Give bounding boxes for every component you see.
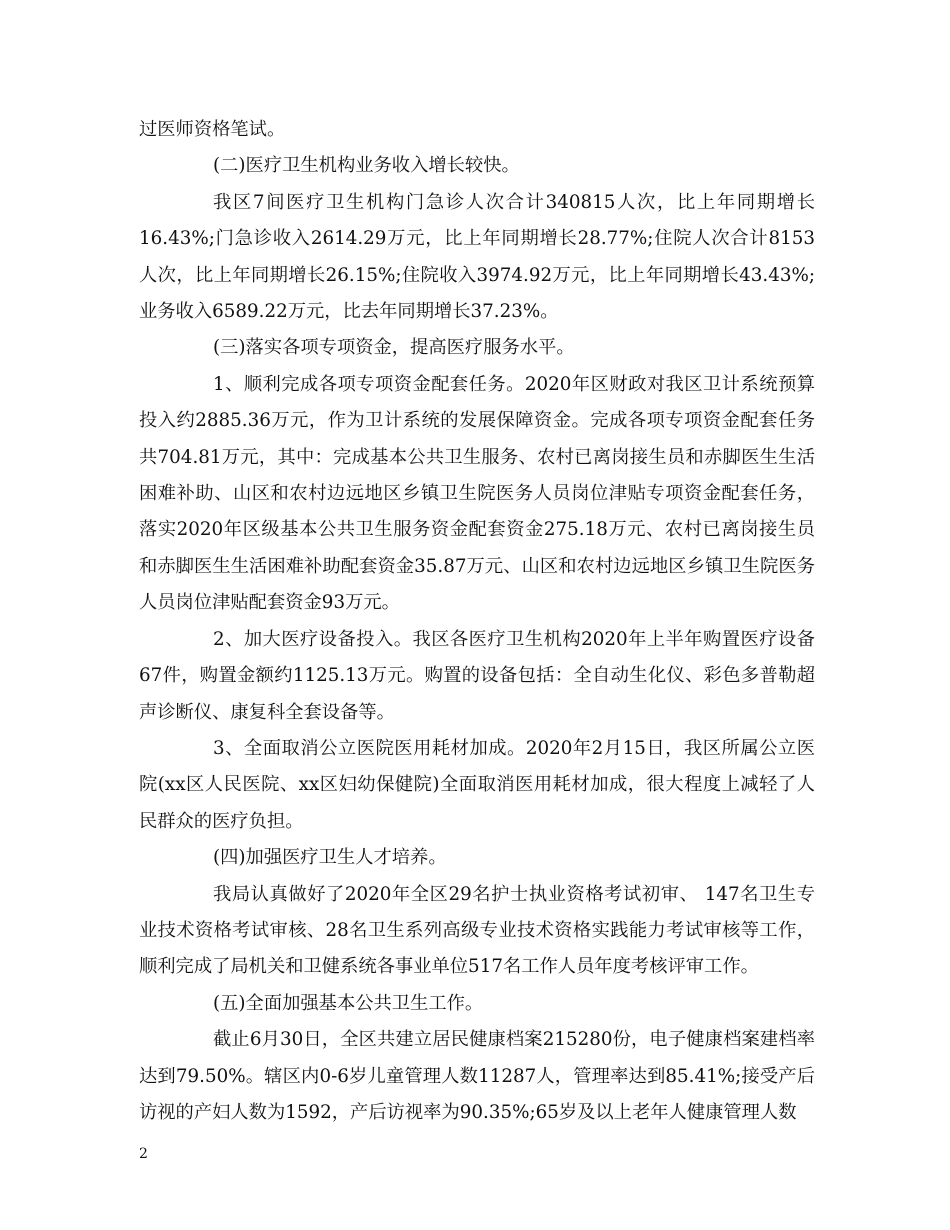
document-body bbox=[139, 112, 815, 1131]
section-heading-5: (五)全面加强基本公共卫生工作。 bbox=[213, 992, 484, 1014]
section-heading-3: (三)落实各项专项资金，提高医疗服务水平。 bbox=[213, 337, 575, 359]
paragraph-continuation: 过医师资格笔试。 bbox=[139, 119, 286, 140]
page-number: 2 bbox=[139, 1146, 148, 1162]
paragraph-special-funds: 1、顺利完成各项专项资金配套任务。2020年区财政对我区卫计系统预算投入约2885.36万元，作为卫计系统的发展保障资金。完成各项专项资金配套任务共704.81万元，其中：完成基本公共卫生服务、农村已离岗接生员和赤脚医生生活困难补助、山区和农村边远地区乡镇卫生院医务人员岗位津贴专项资金配套任务，落实2020年区级基本公共卫生服务资金配套资金275.18万元、农村已离岗接生员和赤脚医生生活困难补助配套资金35.87万元、山区和农村边远地区乡镇卫生院医务人员岗位津贴配套资金93万元。 bbox=[139, 373, 815, 614]
paragraph-equipment: 2、加大医疗设备投入。我区各医疗卫生机构2020年上半年购置医疗设备67件，购置金额约1125.13万元。购置的设备包括：全自动生化仪、彩色多普勒超声诊断仪、康复科全套设备等。 bbox=[139, 628, 815, 723]
paragraph-consumables: 3、全面取消公立医院医用耗材加成。2020年2月15日，我区所属公立医院(xx区人民医院、xx区妇幼保健院)全面取消医用耗材加成，很大程度上减轻了人民群众的医疗负担。 bbox=[139, 737, 815, 832]
section-heading-4: (四)加强医疗卫生人才培养。 bbox=[213, 847, 447, 869]
paragraph-revenue-stats: 我区7间医疗卫生机构门急诊人次合计340815人次，比上年同期增长16.43%;门急诊收入2614.29万元，比上年同期增长28.77%;住院人次合计8153人次，比上年同期增长26.15%;住院收入3974.92万元，比上年同期增长43.43%;业务收入6589.22万元，比去年同期增长37.23%。 bbox=[139, 191, 815, 323]
section-heading-2: (二)医疗卫生机构业务收入增长较快。 bbox=[213, 155, 520, 177]
paragraph-public-health: 截止6月30日，全区共建立居民健康档案215280份，电子健康档案建档率达到79.50%。辖区内0-6岁儿童管理人数11287人，管理率达到85.41%;接受产后访视的产妇人数为1592，产后访视率为90.35%;65岁及以上老年人健康管理人数 bbox=[139, 1029, 815, 1123]
paragraph-talent-training: 我局认真做好了2020年全区29名护士执业资格考试初审、 147名卫生专业技术资格考试审核、28名卫生系列高级专业技术资格实践能力考试审核等工作，顺利完成了局机关和卫健系统各事业单位517名工作人员年度考核评审工作。 bbox=[139, 883, 815, 978]
